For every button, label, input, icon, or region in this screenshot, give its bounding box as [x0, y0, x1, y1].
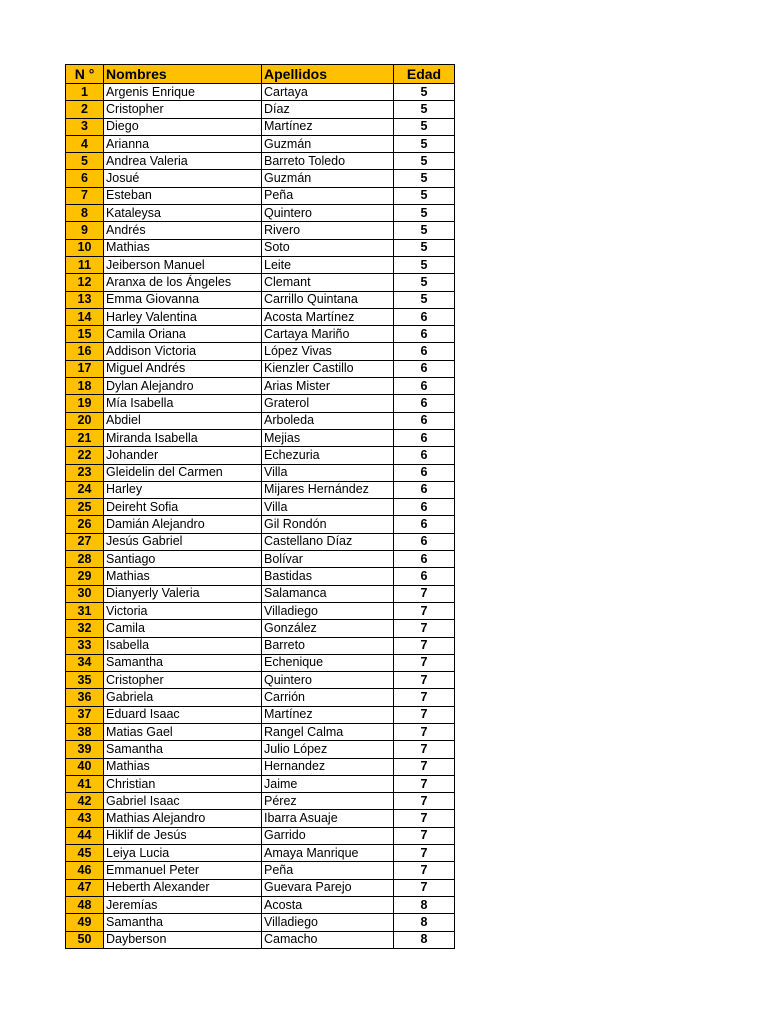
row-number: 45 — [66, 845, 104, 862]
row-number: 22 — [66, 447, 104, 464]
row-number: 17 — [66, 360, 104, 377]
row-apellidos: Gil Rondón — [262, 516, 394, 533]
row-number: 11 — [66, 256, 104, 273]
row-edad: 6 — [394, 533, 455, 550]
row-edad: 7 — [394, 654, 455, 671]
row-edad: 8 — [394, 914, 455, 931]
row-nombres: Miranda Isabella — [104, 429, 262, 446]
row-nombres: Dianyerly Valeria — [104, 585, 262, 602]
table-row — [66, 516, 455, 533]
row-number: 33 — [66, 637, 104, 654]
row-edad: 5 — [394, 205, 455, 222]
table-row — [66, 481, 455, 498]
table-row — [66, 395, 455, 412]
row-nombres: Andrés — [104, 222, 262, 239]
row-number: 3 — [66, 118, 104, 135]
row-edad: 7 — [394, 810, 455, 827]
row-edad: 7 — [394, 793, 455, 810]
table-row — [66, 775, 455, 792]
row-nombres: Isabella — [104, 637, 262, 654]
row-apellidos: Garrido — [262, 827, 394, 844]
row-edad: 6 — [394, 326, 455, 343]
row-edad: 7 — [394, 620, 455, 637]
row-nombres: Jeremías — [104, 896, 262, 913]
row-number: 12 — [66, 274, 104, 291]
row-apellidos: Julio López — [262, 741, 394, 758]
row-nombres: Samantha — [104, 654, 262, 671]
row-nombres: Harley Valentina — [104, 308, 262, 325]
row-nombres: Jesús Gabriel — [104, 533, 262, 550]
row-apellidos: Barreto — [262, 637, 394, 654]
row-nombres: Gabriel Isaac — [104, 793, 262, 810]
row-apellidos: Graterol — [262, 395, 394, 412]
table-row — [66, 84, 455, 101]
row-nombres: Aranxa de los Ángeles — [104, 274, 262, 291]
row-apellidos: Jaime — [262, 775, 394, 792]
row-edad: 7 — [394, 741, 455, 758]
row-edad: 5 — [394, 256, 455, 273]
row-nombres: Victoria — [104, 602, 262, 619]
row-edad: 7 — [394, 706, 455, 723]
header-nombres: Nombres — [104, 65, 262, 84]
row-edad: 5 — [394, 170, 455, 187]
row-edad: 5 — [394, 274, 455, 291]
row-number: 30 — [66, 585, 104, 602]
row-number: 2 — [66, 101, 104, 118]
row-number: 4 — [66, 135, 104, 152]
row-apellidos: Peña — [262, 187, 394, 204]
row-edad: 6 — [394, 447, 455, 464]
row-edad: 6 — [394, 360, 455, 377]
row-number: 25 — [66, 499, 104, 516]
row-edad: 6 — [394, 551, 455, 568]
row-nombres: Mathias Alejandro — [104, 810, 262, 827]
table-row — [66, 896, 455, 913]
row-number: 47 — [66, 879, 104, 896]
row-nombres: Abdiel — [104, 412, 262, 429]
row-apellidos: Villadiego — [262, 602, 394, 619]
table-row — [66, 499, 455, 516]
row-apellidos: Clemant — [262, 274, 394, 291]
table-row — [66, 256, 455, 273]
row-edad: 7 — [394, 723, 455, 740]
row-number: 49 — [66, 914, 104, 931]
row-edad: 6 — [394, 412, 455, 429]
row-apellidos: Rangel Calma — [262, 723, 394, 740]
row-nombres: Christian — [104, 775, 262, 792]
row-number: 44 — [66, 827, 104, 844]
row-nombres: Camila Oriana — [104, 326, 262, 343]
row-number: 46 — [66, 862, 104, 879]
row-apellidos: González — [262, 620, 394, 637]
row-edad: 6 — [394, 429, 455, 446]
row-number: 27 — [66, 533, 104, 550]
table-row — [66, 654, 455, 671]
row-number: 40 — [66, 758, 104, 775]
table-row — [66, 412, 455, 429]
table-row — [66, 343, 455, 360]
row-apellidos: Martínez — [262, 118, 394, 135]
table-row — [66, 637, 455, 654]
row-edad: 6 — [394, 378, 455, 395]
row-number: 9 — [66, 222, 104, 239]
row-number: 41 — [66, 775, 104, 792]
row-nombres: Leiya Lucia — [104, 845, 262, 862]
row-nombres: Dayberson — [104, 931, 262, 948]
row-nombres: Arianna — [104, 135, 262, 152]
row-apellidos: Bastidas — [262, 568, 394, 585]
row-nombres: Miguel Andrés — [104, 360, 262, 377]
table-row — [66, 360, 455, 377]
row-nombres: Samantha — [104, 914, 262, 931]
row-apellidos: Hernandez — [262, 758, 394, 775]
row-nombres: Samantha — [104, 741, 262, 758]
row-apellidos: Pérez — [262, 793, 394, 810]
row-edad: 5 — [394, 153, 455, 170]
table-row — [66, 326, 455, 343]
row-apellidos: Quintero — [262, 205, 394, 222]
table-row — [66, 862, 455, 879]
row-apellidos: Guevara Parejo — [262, 879, 394, 896]
row-apellidos: Castellano Díaz — [262, 533, 394, 550]
row-nombres: Esteban — [104, 187, 262, 204]
row-number: 23 — [66, 464, 104, 481]
row-edad: 6 — [394, 395, 455, 412]
table-row — [66, 101, 455, 118]
row-nombres: Johander — [104, 447, 262, 464]
row-nombres: Emma Giovanna — [104, 291, 262, 308]
row-number: 31 — [66, 602, 104, 619]
row-number: 37 — [66, 706, 104, 723]
row-apellidos: Díaz — [262, 101, 394, 118]
row-apellidos: Guzmán — [262, 135, 394, 152]
row-apellidos: Carrión — [262, 689, 394, 706]
table-row — [66, 689, 455, 706]
row-nombres: Mathias — [104, 568, 262, 585]
row-number: 19 — [66, 395, 104, 412]
row-apellidos: Amaya Manrique — [262, 845, 394, 862]
table-row — [66, 153, 455, 170]
table-row — [66, 187, 455, 204]
table-row — [66, 239, 455, 256]
table-row — [66, 723, 455, 740]
row-apellidos: Arias Mister — [262, 378, 394, 395]
row-edad: 5 — [394, 239, 455, 256]
row-nombres: Andrea Valeria — [104, 153, 262, 170]
row-nombres: Addison Victoria — [104, 343, 262, 360]
table-row — [66, 274, 455, 291]
row-edad: 6 — [394, 568, 455, 585]
row-nombres: Jeiberson Manuel — [104, 256, 262, 273]
table-row — [66, 931, 455, 948]
row-number: 43 — [66, 810, 104, 827]
row-number: 48 — [66, 896, 104, 913]
row-apellidos: Mijares Hernández — [262, 481, 394, 498]
row-apellidos: Soto — [262, 239, 394, 256]
table-row — [66, 551, 455, 568]
table-row — [66, 135, 455, 152]
row-apellidos: Camacho — [262, 931, 394, 948]
row-nombres: Camila — [104, 620, 262, 637]
table-row — [66, 827, 455, 844]
table-row — [66, 222, 455, 239]
row-edad: 6 — [394, 516, 455, 533]
row-edad: 8 — [394, 896, 455, 913]
table-row — [66, 205, 455, 222]
row-number: 34 — [66, 654, 104, 671]
row-nombres: Argenis Enrique — [104, 84, 262, 101]
row-apellidos: Mejias — [262, 429, 394, 446]
row-edad: 6 — [394, 308, 455, 325]
row-number: 21 — [66, 429, 104, 446]
table-row — [66, 793, 455, 810]
row-apellidos: Cartaya — [262, 84, 394, 101]
row-edad: 7 — [394, 758, 455, 775]
row-edad: 6 — [394, 499, 455, 516]
row-nombres: Emmanuel Peter — [104, 862, 262, 879]
table-row — [66, 568, 455, 585]
row-edad: 7 — [394, 827, 455, 844]
row-number: 14 — [66, 308, 104, 325]
row-number: 50 — [66, 931, 104, 948]
header-apellidos: Apellidos — [262, 65, 394, 84]
row-apellidos: Arboleda — [262, 412, 394, 429]
row-number: 8 — [66, 205, 104, 222]
row-nombres: Kataleysa — [104, 205, 262, 222]
row-nombres: Eduard Isaac — [104, 706, 262, 723]
row-nombres: Heberth Alexander — [104, 879, 262, 896]
row-number: 35 — [66, 672, 104, 689]
row-number: 38 — [66, 723, 104, 740]
table-row — [66, 879, 455, 896]
row-nombres: Cristopher — [104, 672, 262, 689]
table-row — [66, 170, 455, 187]
row-number: 26 — [66, 516, 104, 533]
table-row — [66, 291, 455, 308]
table-row — [66, 706, 455, 723]
row-nombres: Mía Isabella — [104, 395, 262, 412]
row-number: 6 — [66, 170, 104, 187]
row-number: 24 — [66, 481, 104, 498]
table-row — [66, 118, 455, 135]
row-edad: 6 — [394, 481, 455, 498]
table-row — [66, 602, 455, 619]
row-apellidos: Barreto Toledo — [262, 153, 394, 170]
row-apellidos: Acosta Martínez — [262, 308, 394, 325]
row-apellidos: Cartaya Mariño — [262, 326, 394, 343]
row-number: 39 — [66, 741, 104, 758]
header-edad: Edad — [394, 65, 455, 84]
table-row — [66, 464, 455, 481]
row-nombres: Matias Gael — [104, 723, 262, 740]
row-nombres: Harley — [104, 481, 262, 498]
row-number: 20 — [66, 412, 104, 429]
row-edad: 5 — [394, 187, 455, 204]
student-list-table — [65, 64, 455, 949]
row-nombres: Cristopher — [104, 101, 262, 118]
row-nombres: Mathias — [104, 239, 262, 256]
row-edad: 7 — [394, 602, 455, 619]
row-apellidos: Salamanca — [262, 585, 394, 602]
row-nombres: Gabriela — [104, 689, 262, 706]
row-edad: 7 — [394, 862, 455, 879]
row-apellidos: Bolívar — [262, 551, 394, 568]
table-row — [66, 620, 455, 637]
row-number: 16 — [66, 343, 104, 360]
row-edad: 7 — [394, 585, 455, 602]
row-nombres: Josué — [104, 170, 262, 187]
row-number: 1 — [66, 84, 104, 101]
row-apellidos: Leite — [262, 256, 394, 273]
row-apellidos: Echenique — [262, 654, 394, 671]
row-apellidos: Martínez — [262, 706, 394, 723]
row-edad: 6 — [394, 464, 455, 481]
row-number: 18 — [66, 378, 104, 395]
row-number: 28 — [66, 551, 104, 568]
row-number: 5 — [66, 153, 104, 170]
row-apellidos: Villa — [262, 464, 394, 481]
header-row — [66, 65, 455, 84]
table-row — [66, 810, 455, 827]
row-edad: 5 — [394, 135, 455, 152]
row-edad: 6 — [394, 343, 455, 360]
row-edad: 5 — [394, 222, 455, 239]
header-number: N ° — [66, 65, 104, 84]
table-row — [66, 741, 455, 758]
row-nombres: Deireht Sofia — [104, 499, 262, 516]
row-edad: 5 — [394, 101, 455, 118]
row-edad: 7 — [394, 689, 455, 706]
row-number: 10 — [66, 239, 104, 256]
row-nombres: Mathias — [104, 758, 262, 775]
row-apellidos: Rivero — [262, 222, 394, 239]
row-nombres: Gleidelin del Carmen — [104, 464, 262, 481]
table-row — [66, 845, 455, 862]
table-row — [66, 914, 455, 931]
row-number: 32 — [66, 620, 104, 637]
row-edad: 5 — [394, 291, 455, 308]
row-edad: 5 — [394, 118, 455, 135]
row-nombres: Damián Alejandro — [104, 516, 262, 533]
row-apellidos: Ibarra Asuaje — [262, 810, 394, 827]
table-row — [66, 585, 455, 602]
row-apellidos: Villa — [262, 499, 394, 516]
row-number: 7 — [66, 187, 104, 204]
row-nombres: Hiklif de Jesús — [104, 827, 262, 844]
row-apellidos: Echezuria — [262, 447, 394, 464]
row-edad: 7 — [394, 845, 455, 862]
row-edad: 5 — [394, 84, 455, 101]
row-number: 42 — [66, 793, 104, 810]
row-apellidos: López Vivas — [262, 343, 394, 360]
table-row — [66, 758, 455, 775]
row-nombres: Santiago — [104, 551, 262, 568]
table-row — [66, 447, 455, 464]
row-apellidos: Quintero — [262, 672, 394, 689]
row-nombres: Dylan Alejandro — [104, 378, 262, 395]
row-number: 36 — [66, 689, 104, 706]
row-apellidos: Villadiego — [262, 914, 394, 931]
table-row — [66, 378, 455, 395]
row-edad: 7 — [394, 672, 455, 689]
row-apellidos: Guzmán — [262, 170, 394, 187]
row-apellidos: Acosta — [262, 896, 394, 913]
row-number: 29 — [66, 568, 104, 585]
table-row — [66, 429, 455, 446]
table-row — [66, 672, 455, 689]
table-row — [66, 308, 455, 325]
table-row — [66, 533, 455, 550]
row-number: 13 — [66, 291, 104, 308]
row-edad: 7 — [394, 879, 455, 896]
row-apellidos: Kienzler Castillo — [262, 360, 394, 377]
row-edad: 8 — [394, 931, 455, 948]
row-edad: 7 — [394, 637, 455, 654]
row-apellidos: Carrillo Quintana — [262, 291, 394, 308]
row-edad: 7 — [394, 775, 455, 792]
row-number: 15 — [66, 326, 104, 343]
row-nombres: Diego — [104, 118, 262, 135]
row-apellidos: Peña — [262, 862, 394, 879]
